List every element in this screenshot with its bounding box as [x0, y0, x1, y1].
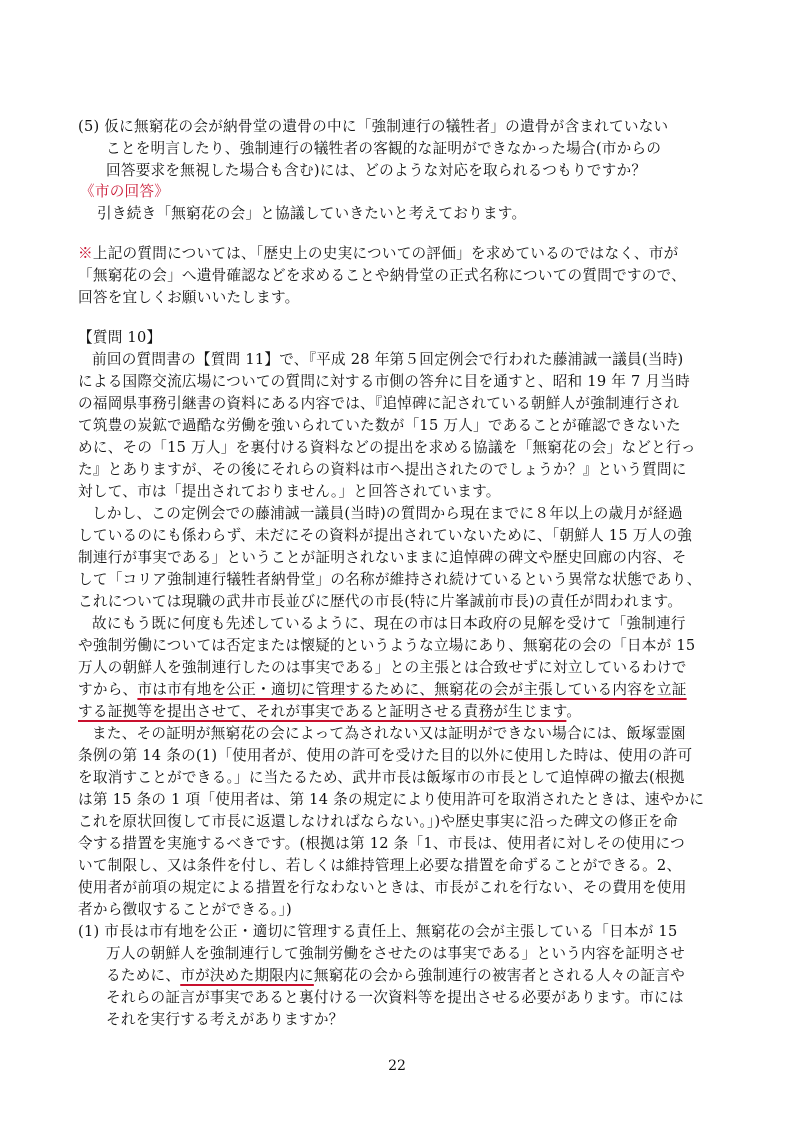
question-1-line-2: 万人の朝鮮人を強制連行して強制労働をさせたのは事実である」という内容を証明させ — [106, 945, 685, 962]
note-line-3: 回答を宜しくお願いいたします。 — [78, 289, 300, 306]
paragraph-4-line-6: 令する措置を実施するべきです。(根拠は第 12 条「1、市長は、使用者に対しその使用につ — [78, 835, 685, 852]
note-mark: ※ — [78, 245, 93, 262]
question-5-line-2: ことを明言したり、強制連行の犠牲者の客観的な証明ができなかった場合(市からの — [106, 140, 662, 157]
paragraph-3-line-1: 故にもう既に何度も先述しているように、現在の市は日本政府の見解を受けて「強制連行 — [92, 615, 686, 632]
paragraph-4-line-5: これを原状回復して市長に返還しなければならない。」)や歴史事実に沿った碑文の修正を命 — [78, 813, 678, 830]
note-line-2: 「無窮花の会」へ遺骨確認などを求めることや納骨堂の正式名称についての質問ですので、 — [78, 267, 687, 284]
paragraph-2-line-3: 制連行が事実である」ということが証明されないままに追悼碑の碑文や歴史回廊の内容、そ — [78, 549, 687, 566]
question-1-line-5: それを実行する考えがありますか？ — [106, 1011, 344, 1028]
underlined-city-duty-2: する証拠等を提出させて、それが事実であると証明させる責務が生じます — [78, 703, 567, 720]
paragraph-3-line-4-lead: すから、 — [78, 681, 138, 698]
city-answer-label: 《市の回答》 — [80, 183, 170, 200]
question-1-line-3-lead: るために、 — [106, 967, 181, 984]
question-5-line-3: 回答要求を無視した場合も含む)には、どのような対応を取られるつもりですか？ — [106, 162, 647, 179]
paragraph-1-line-1: 前回の質問書の【質問 11】で、『平成 28 年第５回定例会で行われた藤浦誠一議員(当時) — [92, 351, 684, 368]
question-1-line-4: それらの証言が事実であると裏付ける一次資料等を提出させる必要があります。市には — [106, 989, 684, 1006]
question-10-heading: 【質問 10】 — [78, 329, 162, 346]
page-number: 22 — [388, 1058, 406, 1074]
paragraph-4-line-1: また、その証明が無窮花の会によって為されない又は証明ができない場合には、飯塚霊園 — [92, 725, 686, 742]
paragraph-1-line-2: による国際交流広場についての質問に対する市側の答弁に目を通すと、昭和 19 年 7 月当時 — [78, 373, 690, 390]
paragraph-2-line-1: しかし、この定例会での藤浦誠一議員(当時)の質問から現在までに８年以上の歳月が経過 — [92, 505, 683, 522]
paragraph-1-line-4: て筑豊の炭鉱で過酷な労働を強いられていた数が「15 万人」であることが確認できないた — [78, 417, 681, 434]
paragraph-4-line-2: 条例の第 14 条の(1)「使用者が、使用の許可を受けた目的以外に使用した時は、使用の許可 — [78, 747, 693, 764]
paragraph-4-line-9: 者から徴収することができる。」) — [78, 901, 293, 918]
paragraph-1-line-5: めに、その「15 万人」を裏付ける資料などの提出を求める協議を「無窮花の会」などと行っ — [78, 439, 696, 456]
question-1-line-3-tail: 無窮花の会から強制連行の被害者とされる人々の証言や — [313, 967, 685, 984]
paragraph-2-line-5: これについては現職の武井市長並びに歴代の市長(特に片峯誠前市長)の責任が問われます。 — [78, 593, 683, 610]
paragraph-4-line-7: いて制限し、又は条件を付し、若しくは維持管理上必要な措置を命ずることができる。2、 — [78, 857, 682, 874]
paragraph-4-line-4: は第 15 条の 1 項「使用者は、第 14 条の規定により使用許可を取消されたときは、速やかに — [78, 791, 705, 808]
paragraph-4-line-8: 使用者が前項の規定による措置を行なわないときは、市長がこれを行ない、その費用を使用 — [78, 879, 687, 896]
paragraph-4-line-3: を取消すことができる。」に当たるため、武井市長は飯塚市の市長として追悼碑の撤去(根拠 — [78, 769, 685, 786]
paragraph-1-line-3: の福岡県事務引継書の資料にある内容では、『追悼碑に記されている朝鮮人が強制連行され — [78, 395, 680, 412]
underlined-city-duty-1: 市は市有地を公正・適切に管理するために、無窮花の会が主張している内容を立証 — [137, 681, 687, 698]
paragraph-1-line-7: 対して、市は「提出されておりません。」と回答されています。 — [78, 483, 501, 500]
underlined-deadline: 市が決めた期限内に — [180, 967, 314, 984]
paragraph-3-line-4 — [78, 682, 687, 698]
paragraph-2-line-4: して「コリア強制連行犠牲者納骨堂」の名称が維持され続けているという異常な状態であり、 — [78, 571, 702, 588]
paragraph-3-line-2: や強制労働については否定または懐疑的というような立場にあり、無窮花の会の「日本が 15 — [78, 637, 696, 654]
question-1-line-3 — [106, 968, 685, 984]
note-text-1: 上記の質問については、「歴史上の史実についての評価」を求めているのではなく、市が — [92, 245, 679, 262]
city-answer-text: 引き続き「無窮花の会」と協議していきたいと考えております。 — [97, 205, 527, 222]
paragraph-3-line-5 — [78, 704, 581, 720]
note-line-1 — [78, 246, 678, 262]
question-1-line-1: (1) 市長は市有地を公正・適切に管理する責任上、無窮花の会が主張している「日本が 15 — [78, 923, 678, 940]
paragraph-2-line-2: しているのにも係わらず、未だにその資料が提出されていないために、「朝鮮人 15 万人の強 — [78, 527, 693, 544]
question-5-line-1: (5) 仮に無窮花の会が納骨堂の遺骨の中に「強制連行の犠牲者」の遺骨が含まれていない — [78, 118, 669, 135]
paragraph-3-line-5-tail: 。 — [566, 703, 582, 720]
paragraph-1-line-6: た』とありますが、その後にそれらの資料は市へ提出されたのでしょうか？』という質問に — [78, 461, 687, 478]
paragraph-3-line-3: 万人の朝鮮人を強制連行したのは事実である」との主張とは合致せずに対立しているわけで — [78, 659, 687, 676]
